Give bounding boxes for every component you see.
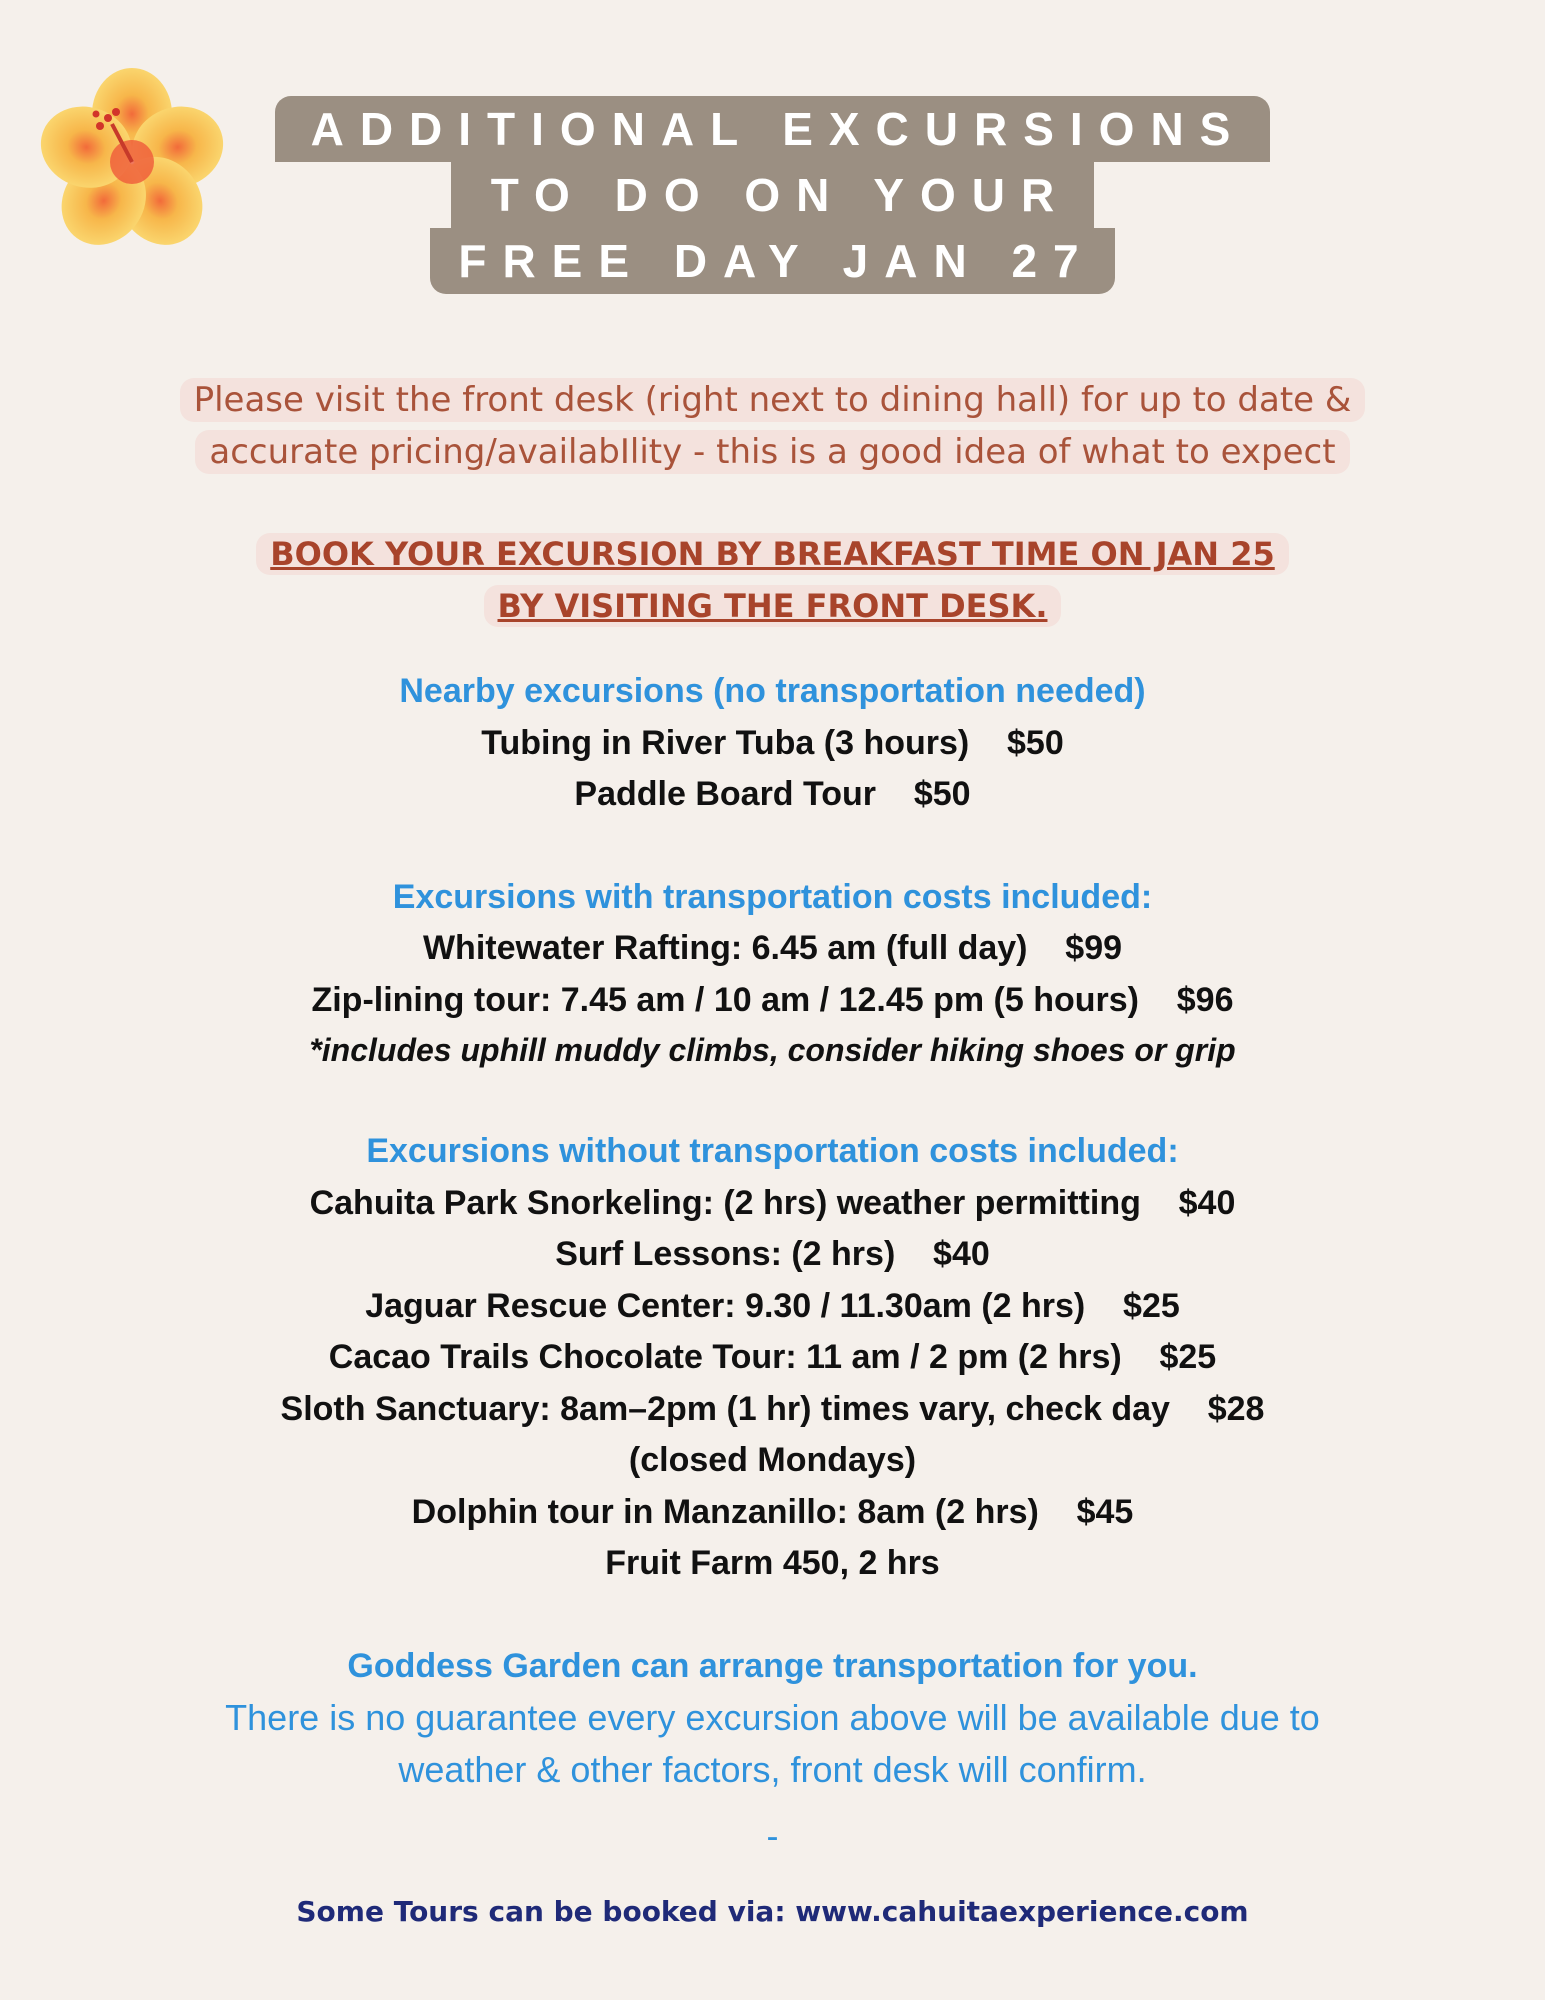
front-desk-notice [0,374,1545,426]
zipline-note: *includes uphill muddy climbs, consider hiking shoes or grip [309,1032,1236,1068]
list-item: Fruit Farm 450, 2 hrs [605,1544,940,1582]
list-item: Sloth Sanctuary: 8am–2pm (1 hr) times vary, check day $28 [280,1389,1265,1428]
notice-line-1: Please visit the front desk (right next to dining hall) for up to date & [180,378,1366,422]
title-line-2: TO DO ON YOUR [451,162,1094,228]
page-title [0,96,1545,294]
booking-deadline [0,528,1545,580]
list-item: Jaguar Rescue Center: 9.30 / 11.30am (2 hrs) $25 [365,1286,1180,1325]
divider-dash: - [766,1815,779,1856]
list-item: Surf Lessons: (2 hrs) $40 [555,1235,990,1273]
list-item: Cacao Trails Chocolate Tour: 11 am / 2 pm (2 hrs) $25 [328,1338,1217,1376]
list-item: (closed Mondays) [628,1441,917,1479]
notice-line-2: accurate pricing/availabIlity - this is a good idea of what to expect [195,430,1349,474]
list-item: Paddle Board Tour $50 [574,775,971,813]
with-transport-heading: Excursions with transportation costs included: [392,877,1153,916]
title-line-3: FREE DAY JAN 27 [430,228,1114,294]
front-desk-notice-2 [0,426,1545,478]
booking-line-1: BOOK YOUR EXCURSION BY BREAKFAST TIME ON JAN 25 [256,533,1289,575]
list-item: Whitewater Rafting: 6.45 am (full day) $99 [422,929,1123,967]
transport-arrangement-heading: Goddess Garden can arrange transportation for you. [347,1646,1198,1685]
booking-line-2: BY VISITING THE FRONT DESK. [484,585,1062,627]
list-item: Dolphin tour in Manzanillo: 8am (2 hrs) $45 [411,1492,1134,1531]
list-item: Zip-lining tour: 7.45 am / 10 am / 12.45 pm (5 hours) $96 [311,980,1234,1019]
booking-website-footer: Some Tours can be booked via: www.cahuitaexperience.com [296,1895,1249,1928]
availability-disclaimer-1: There is no guarantee every excursion above will be available due to [225,1697,1320,1738]
without-transport-heading: Excursions without transportation costs included: [366,1132,1179,1170]
availability-disclaimer-2: weather & other factors, front desk will confirm. [398,1749,1147,1790]
list-item: Tubing in River Tuba (3 hours) $50 [481,723,1064,762]
list-item: Cahuita Park Snorkeling: (2 hrs) weather permitting $40 [309,1183,1236,1222]
nearby-heading: Nearby excursions (no transportation needed) [399,672,1146,710]
excursion-list [0,666,1545,1862]
title-line-1: ADDITIONAL EXCURSIONS [275,96,1271,162]
booking-deadline-2 [0,580,1545,632]
